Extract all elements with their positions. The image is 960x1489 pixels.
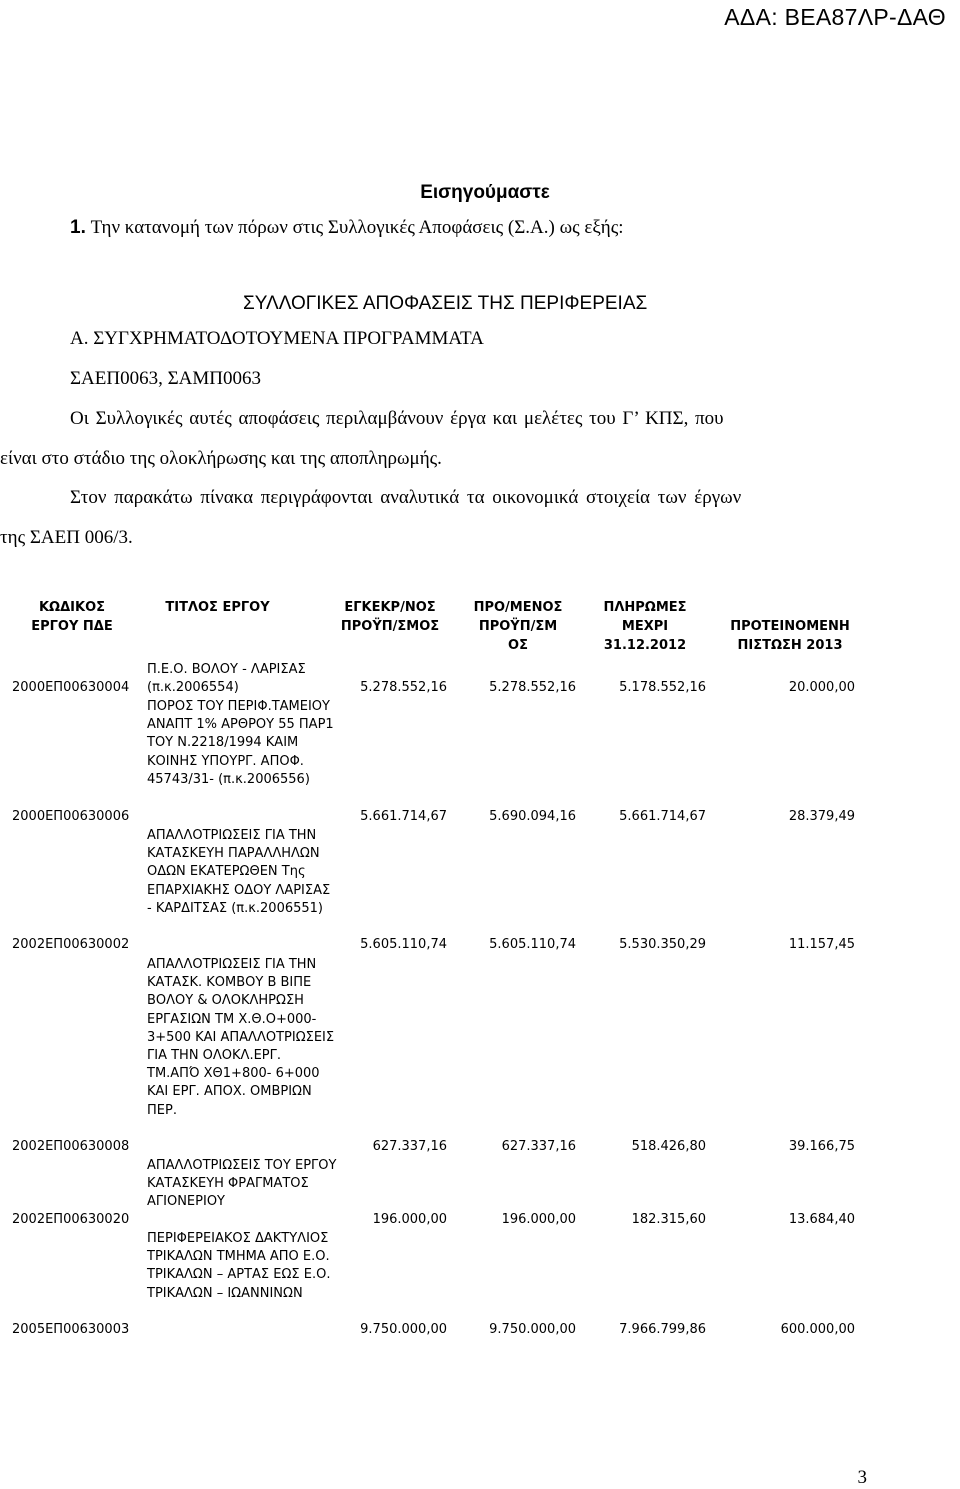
header-proposed: ΠΡΟ/ΜΕΝΟΣ ΠΡΟΫΠ/ΣΜ ΟΣ [473,600,563,653]
row-proposed: 9.750.000,00 [489,1322,576,1337]
row-approved: 5.278.552,16 [360,680,447,695]
row-code: 2000ΕΠ00630004 [12,680,130,695]
row-approved: 196.000,00 [372,1212,447,1227]
row-code: 2002ΕΠ00630002 [12,937,130,952]
intro-item-number: 1. [70,217,86,238]
row-title: ΠΕΡΙΦΕΡΕΙΑΚΟΣ ΔΑΚΤΥΛΙΟΣ ΤΡΙΚΑΛΩΝ ΤΜΗΜΑ ΑΠΟ Ε.Ο. ΤΡΙΚΑΛΩΝ – ΑΡΤΑΣ ΕΩΣ Ε.Ο. ΤΡΙΚΑΛΩΝ – ΙΩΑΝΝΙΝΩΝ [147,1231,331,1301]
row-payments: 5.530.350,29 [619,937,706,952]
paragraph-1-line-1: Οι Συλλογικές αυτές αποφάσεις περιλαμβάνουν έργα και μελέτες του Γ’ ΚΠΣ, που [70,408,724,429]
row-title: Π.Ε.Ο. ΒΟΛΟΥ - ΛΑΡΙΣΑΣ (π.κ.2006554) [147,662,306,696]
row-code: 2002ΕΠ00630020 [12,1212,130,1227]
header-title: ΤΙΤΛΟΣ ΕΡΓΟΥ [165,600,270,615]
header-credit: ΠΡΟΤΕΙΝΟΜΕΝΗ ΠΙΣΤΩΣΗ 2013 [730,619,850,653]
row-payments: 5.178.552,16 [619,680,706,695]
ada-code: ΑΔΑ: ΒΕΑ87ΛΡ-ΔΑΘ [724,4,946,30]
row-credit: 28.379,49 [788,809,855,824]
row-title: ΑΠΑΛΛΟΤΡΙΩΣΕΙΣ ΤΟΥ ΕΡΓΟΥ ΚΑΤΑΣΚΕΥΗ ΦΡΑΓΜΑΤΟΣ ΑΓΙΟΝΕΡΙΟΥ [147,1158,337,1210]
row-proposed: 627.337,16 [501,1139,576,1154]
section-title: ΣΥΛΛΟΓΙΚΕΣ ΑΠΟΦΑΣΕΙΣ ΤΗΣ ΠΕΡΙΦΕΡΕΙΑΣ [243,293,648,314]
intro-heading: Εισηγούμαστε [420,182,550,203]
row-payments: 7.966.799,86 [619,1322,706,1337]
row-code: 2005ΕΠ00630003 [12,1322,130,1337]
paragraph-2-line-2: της ΣΑΕΠ 006/3. [0,527,133,548]
row-title: ΑΠΑΛΛΟΤΡΙΩΣΕΙΣ ΓΙΑ ΤΗΝ ΚΑΤΑΣΚΕΥΗ ΠΑΡΑΛΛΗΛΩΝ ΟΔΩΝ ΕΚΑΤΕΡΩΘΕΝ Της ΕΠΑΡΧΙΑΚΗΣ ΟΔΟΥ ΛΑΡΙΣΑΣ - ΚΑΡΔΙΤΣΑΣ (π.κ.2006551) [147,828,331,916]
row-proposed: 5.690.094,16 [489,809,576,824]
row-credit: 39.166,75 [788,1139,855,1154]
row-payments: 182.315,60 [631,1212,706,1227]
row-code: 2002ΕΠ00630008 [12,1139,130,1154]
row-title: ΠΟΡΟΣ ΤΟΥ ΠΕΡΙΦ.ΤΑΜΕΙΟΥ ΑΝΑΠΤ 1% ΑΡΘΡΟΥ 55 ΠΑΡ1 ΤΟΥ Ν.2218/1994 ΚΑΙΜ ΚΟΙΝΗΣ ΥΠΟΥΡΓ. ΑΠΟΦ. 45743/31- (π.κ.2006556) [147,699,334,787]
row-credit: 20.000,00 [788,680,855,695]
row-title: ΑΠΑΛΛΟΤΡΙΩΣΕΙΣ ΓΙΑ ΤΗΝ ΚΑΤΑΣΚ. ΚΟΜΒΟΥ Β ΒΙΠΕ ΒΟΛΟΥ & ΟΛΟΚΛΗΡΩΣΗ ΕΡΓΑΣΙΩΝ ΤΜ Χ.Θ.Ο+000-3+500 ΚΑΙ ΑΠΑΛΛΟΤΡΙΩΣΕΙΣ ΓΙΑ ΤΗΝ ΟΛΟΚΛ.ΕΡΓ. ΤΜ.ΑΠΌ ΧΘ1+800- 6+000 ΚΑΙ ΕΡΓ. ΑΠΟΧ. ΟΜΒΡΙΩΝ ΠΕΡ. [147,957,335,1118]
header-code: ΚΩΔΙΚΟΣ ΕΡΓΟΥ ΠΔΕ [31,600,113,634]
row-payments: 518.426,80 [631,1139,706,1154]
header-approved: ΕΓΚΕΚΡ/ΝΟΣ ΠΡΟΫΠ/ΣΜΟΣ [340,600,440,634]
row-approved: 5.661.714,67 [360,809,447,824]
paragraph-1-line-2: είναι στο στάδιο της ολοκλήρωσης και της αποπληρωμής. [0,448,442,469]
page-number: 3 [857,1467,867,1488]
row-proposed: 5.278.552,16 [489,680,576,695]
section-codes: ΣΑΕΠ0063, ΣΑΜΠ0063 [70,368,262,389]
row-approved: 5.605.110,74 [360,937,447,952]
intro-item [70,217,624,239]
row-approved: 9.750.000,00 [360,1322,447,1337]
row-proposed: 196.000,00 [501,1212,576,1227]
row-credit: 13.684,40 [788,1212,855,1227]
row-code: 2000ΕΠ00630006 [12,809,130,824]
section-subtitle: Α. ΣΥΓΧΡΗΜΑΤΟΔΟΤΟΥΜΕΝΑ ΠΡΟΓΡΑΜΜΑΤΑ [70,328,484,349]
row-credit: 11.157,45 [788,937,855,952]
row-payments: 5.661.714,67 [619,809,706,824]
paragraph-2-line-1: Στον παρακάτω πίνακα περιγράφονται αναλυτικά τα οικονομικά στοιχεία των έργων [70,487,742,508]
row-credit: 600.000,00 [780,1322,855,1337]
row-proposed: 5.605.110,74 [489,937,576,952]
header-payments: ΠΛΗΡΩΜΕΣ ΜΕΧΡΙ 31.12.2012 [603,600,687,653]
row-approved: 627.337,16 [372,1139,447,1154]
intro-item-text: Την κατανομή των πόρων στις Συλλογικές Αποφάσεις (Σ.Α.) ως εξής: [90,217,624,238]
